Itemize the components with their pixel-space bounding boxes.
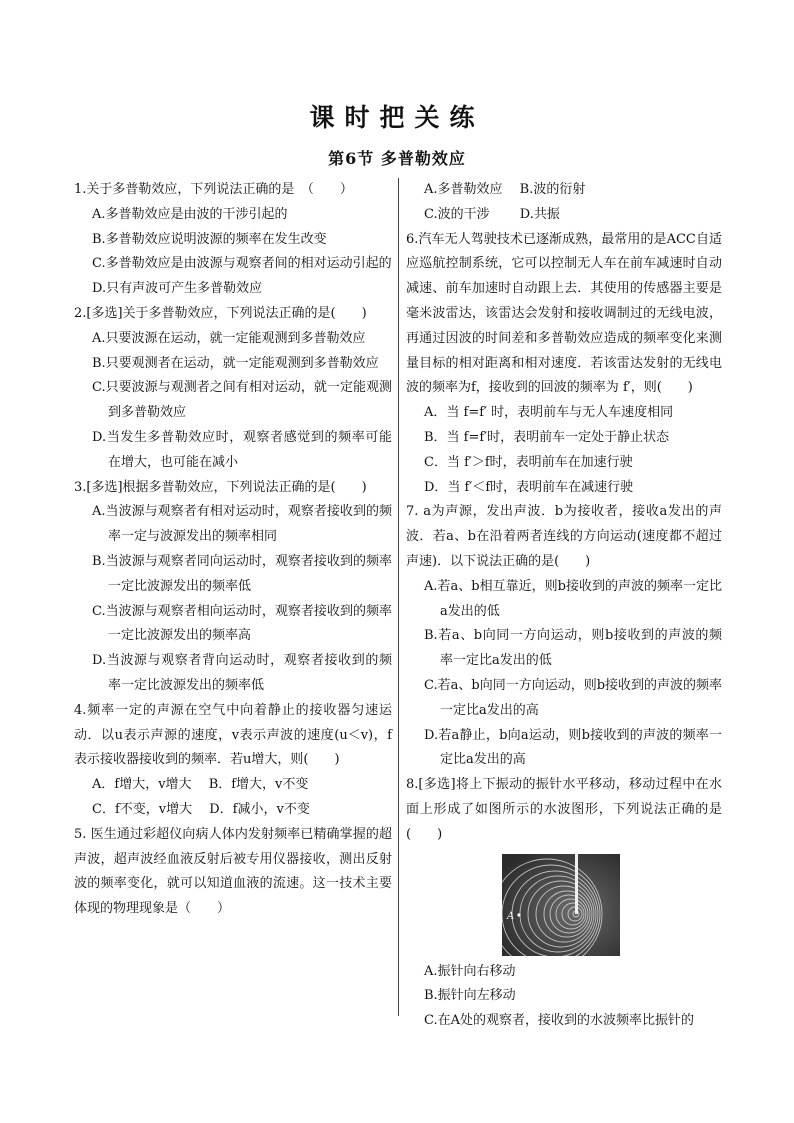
- question-5: [74, 823, 392, 922]
- option-row: [74, 798, 392, 823]
- option: A．当 f=f′ 时，表明前车与无人车速度相同: [424, 405, 674, 421]
- question-stem: 1.关于多普勒效应，下列说法正确的是 （ ）: [74, 182, 353, 197]
- question-4: [74, 699, 392, 823]
- option: D.当发生多普勒效应时，观察者感觉到的频率可能在增大，也可能在减小: [92, 429, 392, 470]
- option: A.当波源与观察者有相对运动时，观察者接收到的频率一定与波源发出的频率相同: [92, 504, 392, 545]
- question-stem: 7. a为声源，发出声波．b为接收者，接收a发出的声波．若a、b在沿着两者连线的方向运动(速度都不超过声速)．以下说法正确的是( ): [406, 504, 722, 569]
- question-3: [74, 476, 392, 699]
- option: D.当波源与观察者背向运动时，观察者接收到的频率一定比波源发出的频率低: [92, 653, 392, 693]
- option: A.多普勒效应是由波的干涉引起的: [92, 206, 288, 222]
- option: C.只要波源与观测者之间有相对运动，就一定能观测到多普勒效应: [92, 380, 392, 421]
- question-1: [74, 178, 392, 302]
- question-stem: 5. 医生通过彩超仪向病人体内发射频率已精确掌握的超声波，超声波经血液反射后被专用仪器接收，测出反射波的频率变化，就可以知道血液的流速。这一技术主要体现的物理现象是（ ）: [74, 826, 392, 917]
- option: D．f减小，v不变: [209, 801, 310, 817]
- option: C.在A处的观察者，接收到的水波频率比振针的: [424, 1013, 695, 1029]
- water-wave-figure: [502, 854, 620, 956]
- column-divider: [398, 178, 399, 1016]
- option: A.振针向右移动: [424, 963, 516, 979]
- option: D.共振: [519, 206, 560, 222]
- option: A．f增大，v增大: [92, 777, 192, 793]
- right-column: [406, 178, 722, 1034]
- option-row: [406, 178, 722, 203]
- option: A.多普勒效应: [424, 182, 503, 197]
- question-stem: 8.[多选]将上下振动的振针水平移动，移动过程中在水面上形成了如图所示的水波图形，下列说法正确的是( ): [406, 777, 722, 842]
- question-6: [406, 228, 722, 501]
- option: A.只要波源在运动，就一定能观测到多普勒效应: [92, 330, 366, 346]
- option-row: [74, 773, 392, 798]
- option: A.若a、b相互靠近，则b接收到的声波的频率一定比a发出的低: [424, 578, 722, 619]
- question-stem: 3.[多选]根据多普勒效应，下列说法正确的是( ): [74, 479, 367, 495]
- option: C．当 f′＞f时，表明前车在加速行驶: [424, 454, 633, 470]
- option: B.当波源与观察者同向运动时，观察者接收到的频率一定比波源发出的频率低: [92, 553, 392, 594]
- question-8: [406, 773, 722, 1034]
- option-row: [406, 203, 722, 228]
- left-column: [74, 178, 392, 922]
- option: B．f增大，v不变: [208, 777, 309, 793]
- option: C.多普勒效应是由波源与观察者间的相对运动引起的: [92, 256, 392, 272]
- option: C.当波源与观察者相向运动时，观察者接收到的频率一定比波源发出的频率高: [92, 603, 392, 644]
- option: C．f不变，v增大: [92, 801, 193, 817]
- question-stem: 2.[多选]关于多普勒效应，下列说法正确的是( ): [74, 305, 367, 321]
- option: D．当 f′＜f时，表明前车在减速行驶: [424, 479, 634, 495]
- option: B.只要观测者在运动，就一定能观测到多普勒效应: [92, 355, 379, 371]
- water-wave-image: [502, 854, 620, 956]
- question-stem: 6.汽车无人驾驶技术已逐渐成熟，最常用的是ACC自适应巡航控制系统，它可以控制无人车在前车减速时自动减速、前车加速时自动跟上去．其使用的传感器主要是毫米波雷达，该雷达会发射和接收调制过的无线电波，再通过因波的时间差和多普勒效应造成的频率变化来测量目标的相对距离和相对速度．若该雷达发射的无线电波的频率为f，接收到的回波的频率为 f′，则( ): [406, 231, 722, 396]
- option: C.波的干涉: [424, 206, 490, 222]
- question-7: [406, 500, 722, 773]
- figure-point-label: A: [507, 910, 515, 922]
- option: D.若a静止，b向a运动，则b接收到的声波的频率一定比a发出的高: [424, 727, 722, 768]
- page-title: 课时把关练: [309, 103, 485, 132]
- option: C.若a、b向同一方向运动，则b接收到的声波的频率一定比a发出的高: [424, 677, 723, 718]
- question-stem: 4.频率一定的声源在空气中向着静止的接收器匀速运动．以u表示声源的速度，v表示声波的速度(u＜v)，f表示接收器接收到的频率．若u增大，则( ): [74, 702, 392, 768]
- option: B.多普勒效应说明波源的频率在发生改变: [92, 231, 327, 247]
- option: B．当 f=f′时，表明前车一定处于静止状态: [424, 429, 670, 445]
- option: D.只有声波可产生多普勒效应: [92, 281, 263, 297]
- question-2: [74, 302, 392, 476]
- option: B.振针向左移动: [424, 988, 516, 1004]
- option: B.波的衍射: [519, 182, 586, 197]
- section-title: 第6节 多普勒效应: [328, 149, 466, 168]
- option: B.若a、b向同一方向运动，则b接收到的声波的频率一定比a发出的低: [424, 628, 722, 669]
- question-5-options: [406, 178, 722, 228]
